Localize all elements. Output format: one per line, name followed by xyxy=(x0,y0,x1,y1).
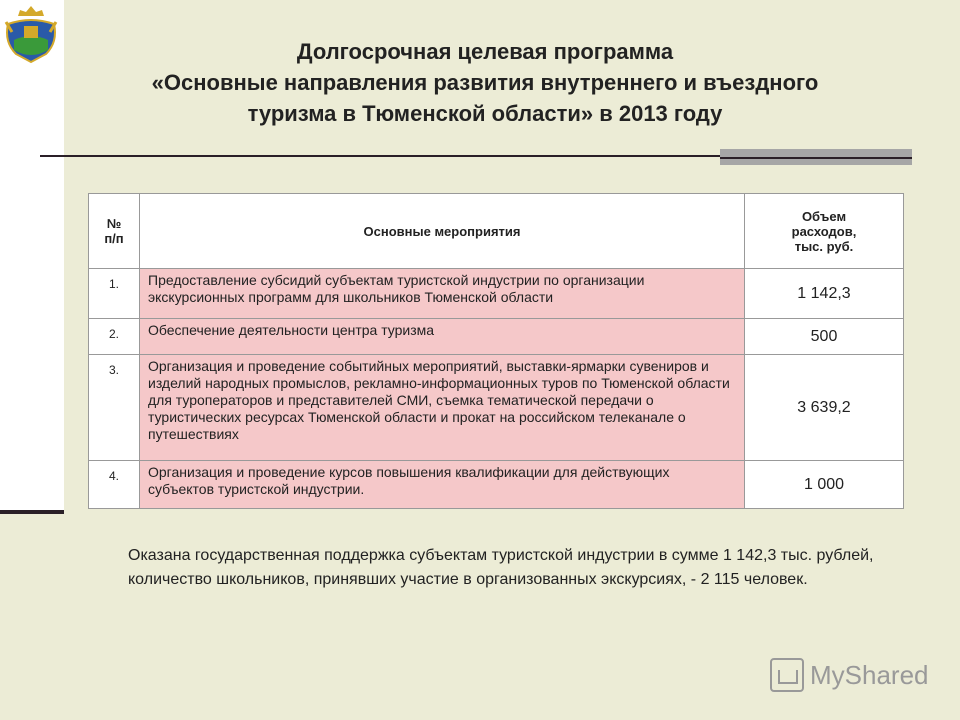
row-activity: Организация и проведение событийных мероприятий, выставки-ярмарки сувениров и изделий народных промыслов, рекламно-информационных туров по Тюменской области для туроператоров и представителей СМИ, съемка тематической передачи о туристических ресурсах Тюменской области и прокат на российском телеканале о путешествиях xyxy=(140,355,745,461)
row-value: 1 000 xyxy=(745,461,904,509)
header-cost-line-3: тыс. руб. xyxy=(794,238,854,254)
row-num: 4. xyxy=(89,461,140,509)
title-line-2: «Основные направления развития внутреннего и въездного xyxy=(151,70,819,95)
left-band xyxy=(0,0,64,512)
row-value: 500 xyxy=(745,319,904,355)
title-line-1: Долгосрочная целевая программа xyxy=(296,39,674,64)
row-activity: Организация и проведение курсов повышения квалификации для действующих субъектов туристской индустрии. xyxy=(140,461,745,509)
row-num: 3. xyxy=(89,355,140,461)
header-activity: Основные мероприятия xyxy=(140,194,745,269)
program-table xyxy=(88,193,904,509)
table-row xyxy=(89,355,904,461)
watermark-text: MyShared xyxy=(810,659,929,690)
table-header-row xyxy=(89,194,904,269)
title-line-3: туризма в Тюменской области» в 2013 году xyxy=(247,101,723,126)
coat-of-arms-icon xyxy=(2,2,60,66)
table-row xyxy=(89,461,904,509)
title-divider-accent-line xyxy=(720,157,912,159)
table-row xyxy=(89,319,904,355)
row-value: 3 639,2 xyxy=(745,355,904,461)
header-num-line-1: № xyxy=(106,216,122,231)
table-row xyxy=(89,269,904,319)
header-num xyxy=(89,194,140,269)
header-cost-line-2: расходов, xyxy=(791,223,857,239)
row-num: 2. xyxy=(89,319,140,355)
row-num: 1. xyxy=(89,269,140,319)
header-num-line-2: п/п xyxy=(104,231,124,246)
header-cost-line-1: Объем xyxy=(801,208,847,224)
row-value: 1 142,3 xyxy=(745,269,904,319)
left-accent-bar xyxy=(0,510,64,514)
row-activity: Обеспечение деятельности центра туризма xyxy=(140,319,745,355)
header-cost xyxy=(745,194,904,269)
watermark xyxy=(770,658,929,692)
slide-title xyxy=(70,36,900,129)
presentation-icon xyxy=(770,658,804,692)
summary-text: Оказана государственная поддержка субъектам туристской индустрии в сумме 1 142,3 тыс. рублей, количество школьников, принявших участие в организованных экскурсиях, - 2 115 человек. xyxy=(128,547,874,588)
row-activity: Предоставление субсидий субъектам туристской индустрии по организации экскурсионных программ для школьников Тюменской области xyxy=(140,269,745,319)
